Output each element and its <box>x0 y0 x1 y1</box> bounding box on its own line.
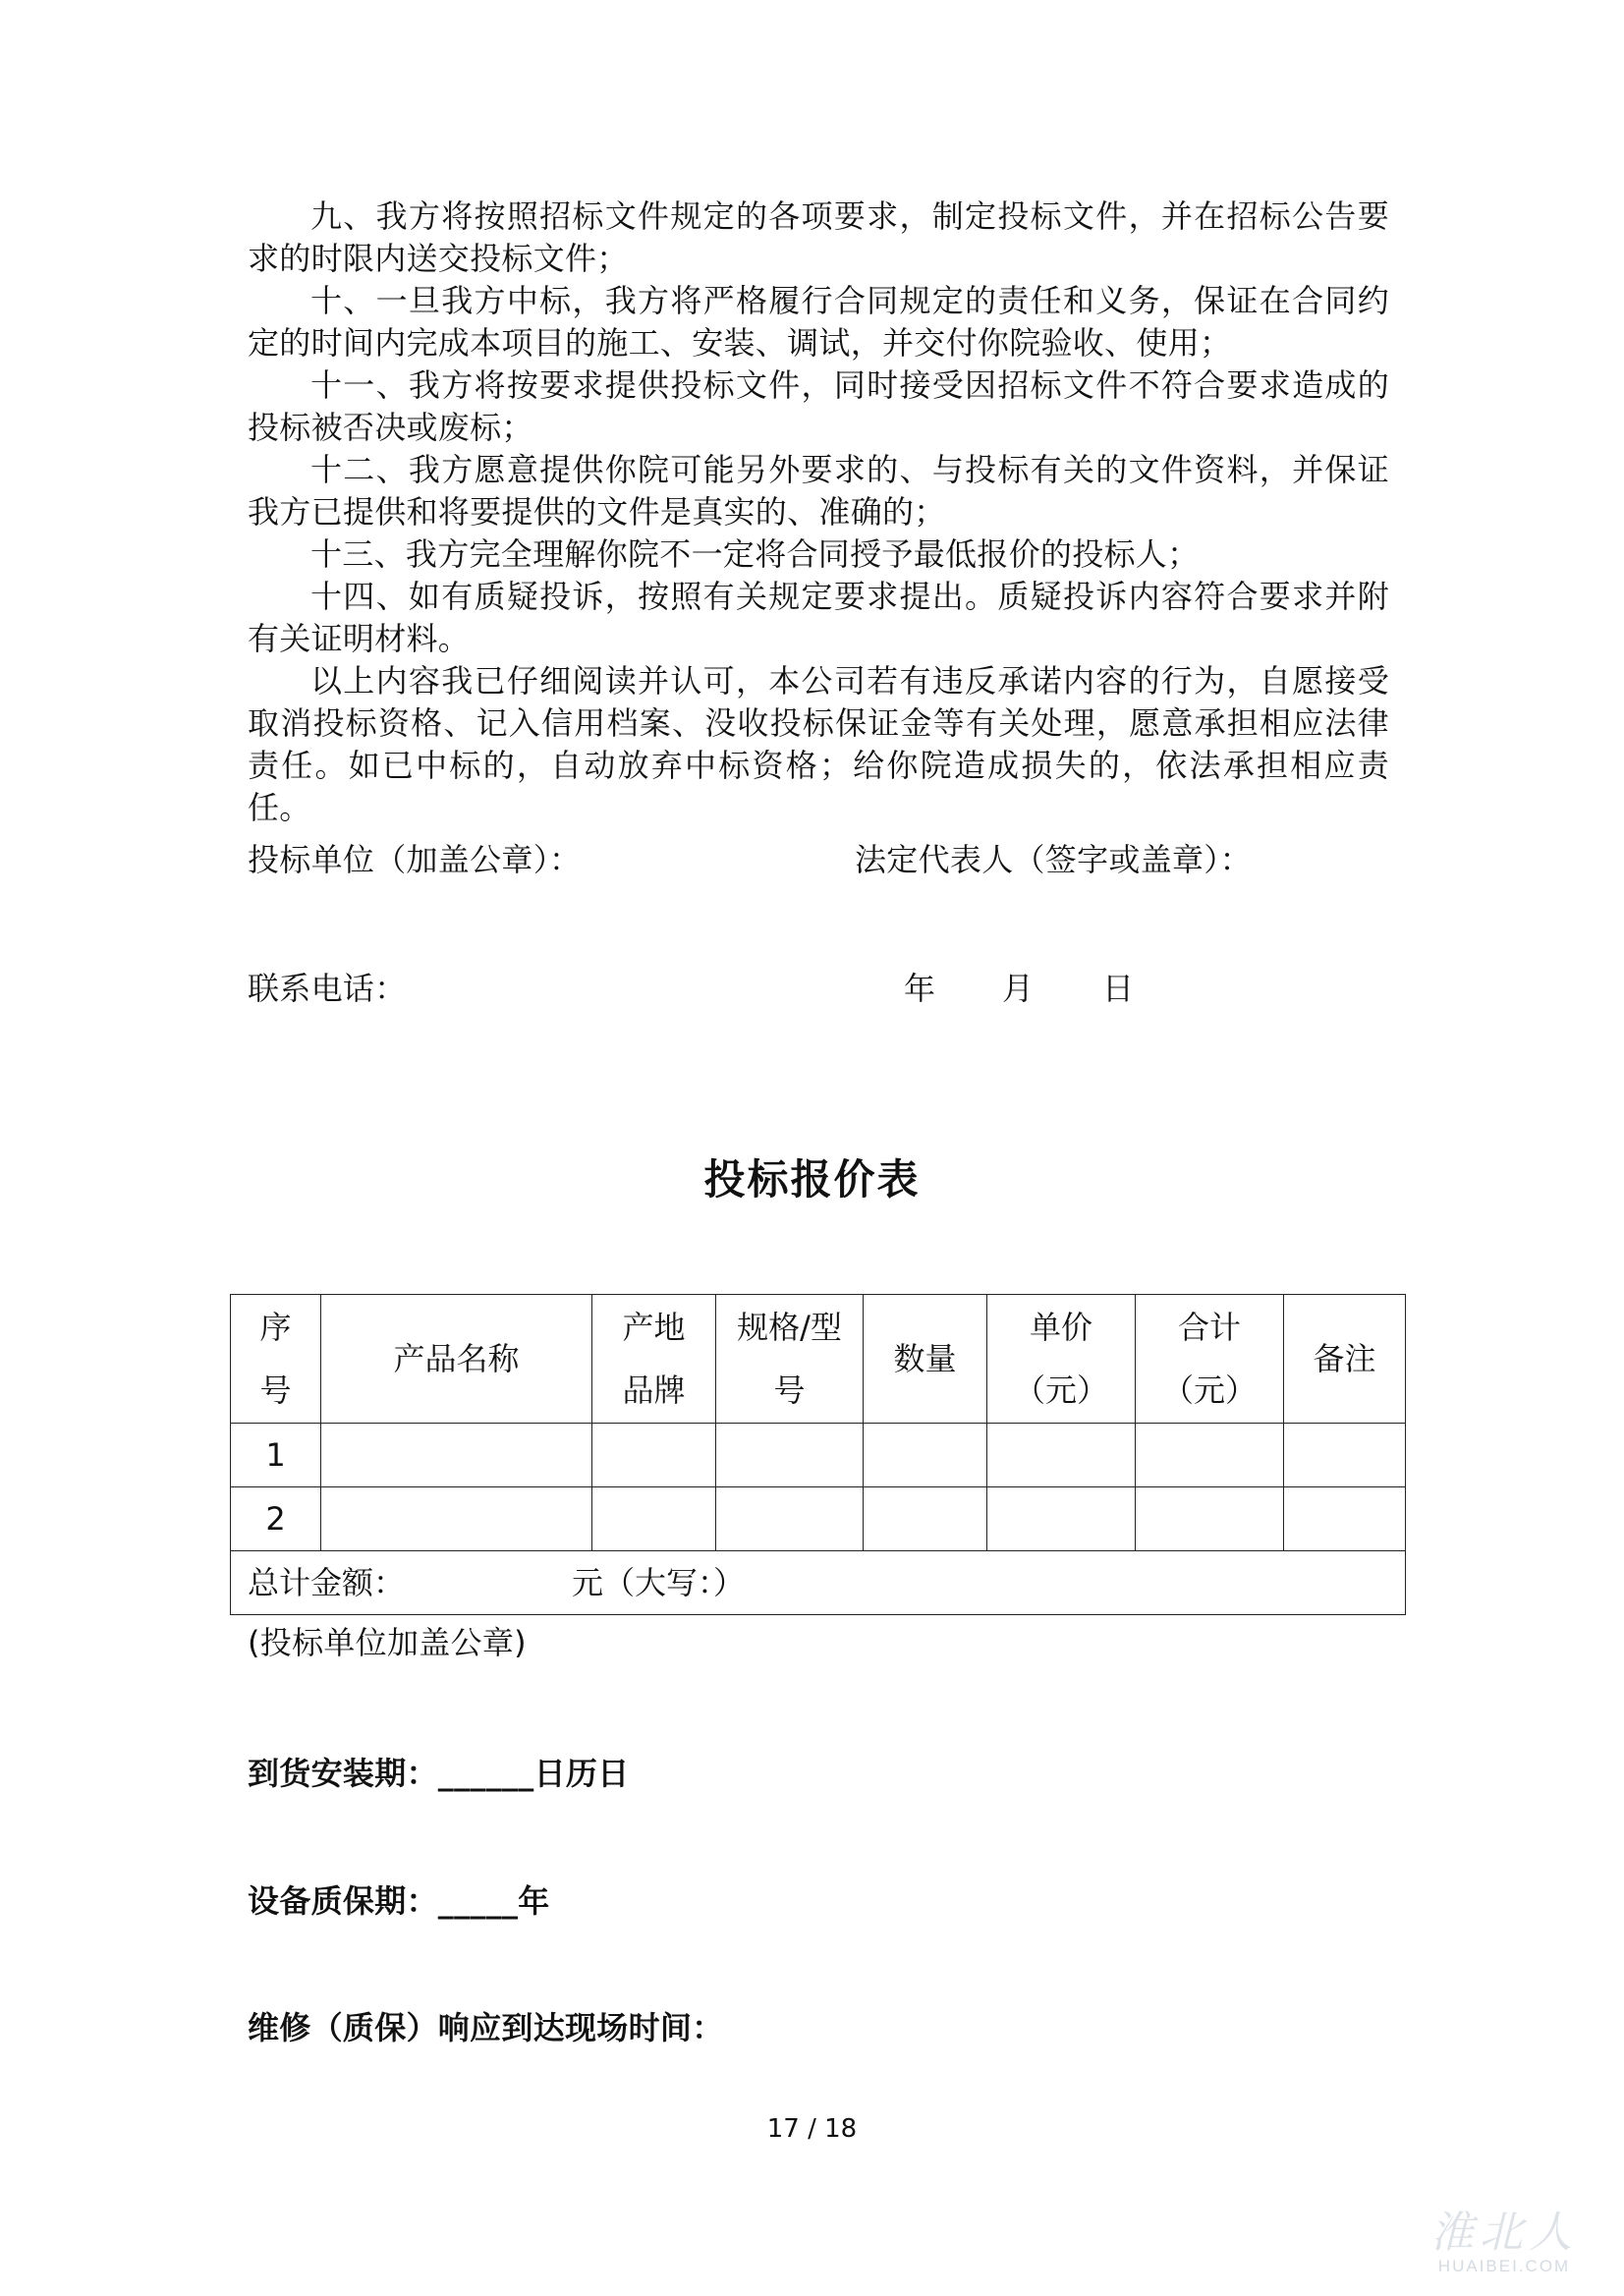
response-time: 维修（质保）响应到达现场时间： <box>248 2009 724 2046</box>
date-year: 年 <box>904 970 936 1007</box>
commitment-item-11: 十一、我方将按要求提供投标文件，同时接受因招标文件不符合要求造成的投标被否决或废标； <box>248 366 1389 446</box>
stamp-note: (投标单位加盖公章) <box>248 1624 527 1661</box>
warranty-period: 设备质保期：_____年 <box>248 1882 550 1920</box>
header-origin-brand: 产地 品牌 <box>592 1295 716 1424</box>
cell-spec-model[interactable] <box>716 1487 864 1551</box>
cell-origin-brand[interactable] <box>592 1424 716 1487</box>
cell-unit-price[interactable] <box>987 1487 1136 1551</box>
row-seq: 2 <box>231 1487 321 1551</box>
table-row <box>231 1487 1406 1551</box>
commitment-item-13: 十三、我方完全理解你院不一定将合同授予最低报价的投标人； <box>310 535 1200 573</box>
header-unit-price: 单价 （元） <box>987 1295 1136 1424</box>
site-watermark <box>1406 2210 1602 2278</box>
cell-note[interactable] <box>1284 1487 1406 1551</box>
date-day: 日 <box>1102 970 1135 1007</box>
bidder-unit-label: 投标单位（加盖公章）： <box>248 841 582 878</box>
delivery-period: 到货安装期：______日历日 <box>248 1755 630 1792</box>
commitment-item-10: 十、一旦我方中标，我方将严格履行合同规定的责任和义务，保证在合同约定的时间内完成本项目的施工、安装、调试，并交付你院验收、使用； <box>248 282 1389 362</box>
page-number: 17 / 18 <box>766 2114 858 2144</box>
cell-unit-price[interactable] <box>987 1424 1136 1487</box>
header-spec-model: 规格/型 号 <box>716 1295 864 1424</box>
commitment-item-14: 十四、如有质疑投诉，按照有关规定要求提出。质疑投诉内容符合要求并附有关证明材料。 <box>248 578 1389 657</box>
table-header-row <box>231 1295 1406 1424</box>
table-total-row <box>231 1551 1406 1615</box>
header-note: 备注 <box>1284 1295 1406 1424</box>
header-seq: 序 号 <box>231 1295 321 1424</box>
cell-total[interactable] <box>1136 1487 1284 1551</box>
phone-label: 联系电话： <box>248 970 407 1007</box>
cell-spec-model[interactable] <box>716 1424 864 1487</box>
cell-origin-brand[interactable] <box>592 1487 716 1551</box>
date-month: 月 <box>1002 970 1035 1007</box>
total-amount-label: 总计金额： <box>248 1564 406 1601</box>
total-amount-unit: 元（大写：） <box>572 1564 746 1601</box>
header-product-name: 产品名称 <box>321 1295 592 1424</box>
cell-note[interactable] <box>1284 1424 1406 1487</box>
row-seq: 1 <box>231 1424 321 1487</box>
legal-rep-label: 法定代表人（签字或盖章）： <box>855 841 1252 878</box>
cell-quantity[interactable] <box>864 1424 987 1487</box>
closing-statement: 以上内容我已仔细阅读并认可，本公司若有违反承诺内容的行为，自愿接受取消投标资格、记入信用档案、没收投标保证金等有关处理，愿意承担相应法律责任。如已中标的，自动放弃中标资格；给你院造成损失的，依法承担相应责任。 <box>248 662 1389 826</box>
cell-total[interactable] <box>1136 1424 1284 1487</box>
commitment-item-12: 十二、我方愿意提供你院可能另外要求的、与投标有关的文件资料，并保证我方已提供和将要提供的文件是真实的、准确的； <box>248 451 1389 531</box>
header-total: 合计 （元） <box>1136 1295 1284 1424</box>
watermark-domain: HUAIBEI.COM <box>1437 2257 1571 2275</box>
quote-table <box>230 1294 1406 1615</box>
cell-quantity[interactable] <box>864 1487 987 1551</box>
cell-product-name[interactable] <box>321 1424 592 1487</box>
table-row <box>231 1424 1406 1487</box>
quote-table-title: 投标报价表 <box>703 1155 921 1204</box>
watermark-logo: 淮北人 <box>1430 2208 1578 2258</box>
commitment-item-9: 九、我方将按照招标文件规定的各项要求，制定投标文件，并在招标公告要求的时限内送交投标文件； <box>248 197 1389 277</box>
header-quantity: 数量 <box>864 1295 987 1424</box>
total-amount-cell[interactable] <box>231 1551 1406 1615</box>
cell-product-name[interactable] <box>321 1487 592 1551</box>
